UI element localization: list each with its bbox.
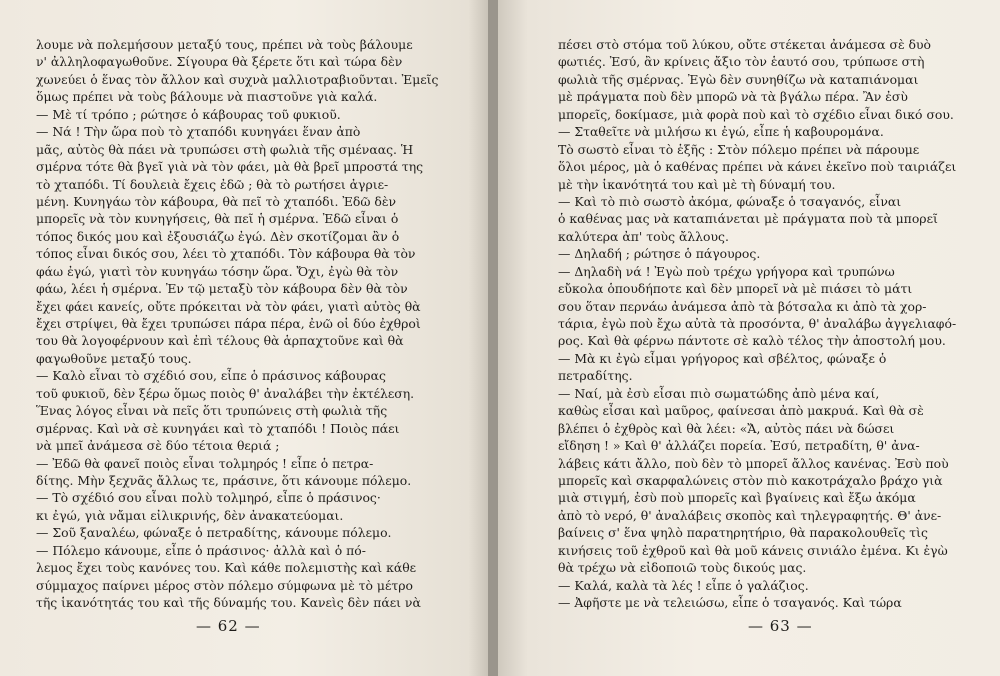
text-line: μὲ πράγματα ποὺ δὲν μπορῶ νὰ τὰ βγάλω πέρα. Ἂν ἐσὺ — [558, 89, 908, 105]
text-line: λουμε νὰ πολεμήσουν μεταξύ τους, πρέπει νὰ τοὺς βάλουμε — [36, 37, 413, 52]
text-line: θὰ τρέχω νὰ εἰδοποιῶ τοὺς δικούς μας. — [558, 560, 807, 576]
text-line: — Ἐδῶ θὰ φανεῖ ποιὸς εἶναι τολμηρός ! εἶπε ὁ πετρα- — [36, 455, 374, 471]
text-line: πέσει στὸ στόμα τοῦ λύκου, οὔτε στέκεται ἀνάμεσα σὲ δυὸ — [558, 37, 931, 52]
text-line: Ἕνας λόγος εἶναι νὰ πεῖς ὅτι τρυπώνεις στὴ φωλιὰ τῆς — [36, 403, 388, 419]
text-line: Τὸ σωστὸ εἶναι τὸ ἑξῆς : Στὸν πόλεμο πρέπει νὰ πάρουμε — [558, 141, 920, 157]
text-line: — Νά ! Τὴν ὥρα ποὺ τὸ χταπόδι κυνηγάει ἕναν ἀπὸ — [36, 124, 361, 140]
text-line: φωλιὰ τῆς σμέρνας. Ἐγὼ δὲν συνηθίζω νὰ καταπιάνομαι — [558, 71, 919, 87]
text-line: — Πόλεμο κάνουμε, εἶπε ὁ πράσινος· ἀλλὰ καὶ ὁ πό- — [36, 542, 366, 558]
text-line: φάω, λέει ἡ σμέρνα. Ἐν τῷ μεταξὺ τὸν κάβουρα δὲν θὰ τὸν — [36, 281, 408, 297]
text-line: εἴδηση ! » Καὶ θ' ἀλλάζει πορεία. Ἐσύ, πετραδίτη, θ' ἀνα- — [558, 438, 920, 454]
right-page — [498, 0, 1000, 676]
left-page — [0, 0, 488, 676]
text-line: νὰ μπεῖ ἀνάμεσα σὲ δύο τέτοια θεριά ; — [36, 438, 280, 454]
text-line: — Τὸ σχέδιό σου εἶναι πολὺ τολμηρό, εἶπε ὁ πράσινος· — [36, 490, 381, 506]
text-line: σμέρνα τότε θὰ βγεῖ γιὰ νὰ τὸν φάει, μὰ θὰ βρεῖ μπροστά της — [36, 159, 424, 175]
right-page-number: — 63 — — [748, 617, 813, 635]
text-line: — Σταθεῖτε νὰ μιλήσω κι ἐγώ, εἶπε ἡ καβουρομάνα. — [558, 124, 884, 140]
text-line: ἔχει φάει κανείς, οὔτε πρόκειται νὰ τὸν φάει, γιατὶ αὐτὸς θὰ — [36, 298, 421, 314]
text-line: πετραδίτης. — [558, 368, 633, 384]
text-line: μένη. Κυνηγάω τὸν κάβουρα, θὰ πεῖ τὸ χταπόδι. Ἐδῶ δὲν — [36, 193, 397, 209]
text-line: — Ἀφῆστε με νὰ τελειώσω, εἶπε ὁ τσαγανός. Καὶ τώρα — [558, 595, 902, 610]
text-line: τοῦ φυκιοῦ, δὲν ξέρω ὅμως ποιὸς θ' ἀναλάβει τὴν ἐκτέλεση. — [36, 385, 415, 401]
text-line: ὅλοι μέρος, μὰ ὁ καθένας πρέπει νὰ κάνει ἐκεῖνο ποὺ ταιριάζει — [558, 159, 957, 175]
text-line: φωτιές. Ἐσύ, ἂν κρίνεις ἄξιο τὸν ἑαυτό σου, τρύπωσε στὴ — [558, 54, 925, 70]
text-line: ἔχει στρίψει, θὰ ἔχει τρυπώσει πάρα πέρα, ἐνῶ οἱ δύο ἐχθροὶ — [36, 316, 421, 331]
text-line: καλύτερα ἀπ' τοὺς ἄλλους. — [558, 228, 729, 244]
text-line: χωνεύει ὁ ἕνας τὸν ἄλλον καὶ συχνὰ μαλλιοτραβιοῦνται. Ἐμεῖς — [36, 71, 439, 87]
text-line: του θὰ λογοφέρνουν καὶ ἐπὶ τέλους θὰ ἁρπαχτοῦνε καὶ θὰ — [36, 333, 404, 349]
text-line: μπορεῖς νὰ τὸν κυνηγήσεις, θὰ πεῖ ἡ σμέρνα. Ἐδῶ εἶναι ὁ — [36, 211, 399, 227]
text-line: ἀπὸ τὸ νερό, θ' ἀναλάβεις σκοπὸς καὶ τηλεγραφητής. Θ' ἀνε- — [558, 507, 942, 523]
text-line: ν' ἀλληλοφαγωθοῦνε. Σίγουρα θὰ ξέρετε ὅτι καὶ τώρα δὲν — [36, 54, 403, 70]
text-line: — Μὰ κι ἐγὼ εἶμαι γρήγορος καὶ σβέλτος, φώναξε ὁ — [558, 350, 887, 366]
text-line: τὸ χταπόδι. Τί δουλειὰ ἔχεις ἐδῶ ; θὰ τὸ ρωτήσει ἀγριε- — [36, 176, 389, 192]
text-line: φάω ἐγώ, γιατὶ τὸν κυνηγάω τόσην ὥρα. Ὄχι, ἐγὼ θὰ τὸν — [36, 263, 399, 279]
text-line: τόπος εἶναι δικός σου, λέει τὸ χταπόδι. Τὸν κάβουρα θὰ τὸν — [36, 246, 416, 262]
right-page-text — [558, 36, 968, 611]
book-gutter — [488, 0, 498, 676]
text-line: δίτης. Μὴν ξεχνᾶς ἄλλως τε, πράσινε, ὅτι κάνουμε πόλεμο. — [36, 472, 412, 488]
text-line: ρος. Καὶ θὰ φέρνω πάντοτε σὲ καλὸ τέλος τὴν ἀποστολή μου. — [558, 333, 946, 349]
text-line: — Καλὸ εἶναι τὸ σχέδιό σου, εἶπε ὁ πράσινος κάβουρας — [36, 368, 386, 384]
text-line: βαίνεις σ' ἕνα ψηλὸ παρατηρητήριο, θὰ παρακολουθεῖς τὶς — [558, 525, 928, 541]
left-page-number: — 62 — — [196, 617, 261, 635]
text-line: — Καλά, καλὰ τὰ λές ! εἶπε ὁ γαλάζιος. — [558, 577, 809, 593]
text-line: κι ἐγώ, γιὰ νἄμαι εἰλικρινής, δὲν ἀνακατεύομαι. — [36, 507, 344, 523]
text-line: — Ναί, μὰ ἐσὺ εἶσαι πιὸ σωματώδης ἀπὸ μένα καί, — [558, 385, 880, 401]
text-line: μιὰ στιγμή, ἐσὺ ποὺ μπορεῖς καὶ βγαίνεις καὶ ἔξω ἀκόμα — [558, 490, 916, 506]
text-line: φαγωθοῦνε μεταξύ τους. — [36, 350, 192, 366]
text-line: μπορεῖς, δοκίμασε, μιὰ φορὰ ποὺ καὶ τὸ σχέδιο εἶναι δικό σου. — [558, 106, 954, 122]
text-line: — Σοῦ ξαναλέω, φώναξε ὁ πετραδίτης, κάνουμε πόλεμο. — [36, 525, 392, 541]
text-line: — Καὶ τὸ πιὸ σωστὸ ἀκόμα, φώναξε ὁ τσαγανός, εἶναι — [558, 193, 902, 209]
text-line: σμέρνας. Καὶ νὰ σὲ κυνηγάει καὶ τὸ χταπόδι ! Ποιὸς πάει — [36, 420, 400, 436]
text-line: — Δηλαδή ; ρώτησε ὁ πάγουρος. — [558, 246, 761, 262]
text-line: κινήσεις τοῦ ἐχθροῦ καὶ θὰ μοῦ κάνεις σινιάλο ἐμένα. Κι ἐγὼ — [558, 542, 948, 558]
text-line: λάβεις κάτι ἄλλο, ποὺ δὲν τὸ μπορεῖ ἄλλος κανένας. Ἐσὺ ποὺ — [558, 455, 949, 471]
text-line: τόπος δικός μου καὶ ἐξουσιάζω ἐγώ. Δὲν σκοτίζομαι ἂν ὁ — [36, 228, 400, 244]
text-line: ὁ καθένας μας νὰ καταπιάνεται μὲ πράγματα ποὺ τὰ μπορεῖ — [558, 211, 938, 227]
text-line: καθὼς εἶσαι καὶ μαῦρος, φαίνεσαι ἀπὸ μακρυά. Καὶ θὰ σὲ — [558, 403, 924, 419]
text-line: βλέπει ὁ ἐχθρὸς καὶ θὰ λέει: «Ἄ, αὐτὸς πάει νὰ δώσει — [558, 420, 895, 436]
left-page-text — [36, 36, 454, 611]
text-line: — Δηλαδὴ νά ! Ἐγὼ ποὺ τρέχω γρήγορα καὶ τρυπώνω — [558, 263, 895, 279]
text-line: μᾶς, αὐτὸς θὰ πάει νὰ τρυπώσει στὴ φωλιὰ τῆς σμέναας. Ἡ — [36, 141, 414, 157]
text-line: σύμμαχος παίρνει μέρος στὸν πόλεμο σύμφωνα μὲ τὸ μέτρο — [36, 577, 414, 593]
text-line: σου ὅταν περνάω ἀνάμεσα ἀπὸ τὰ βότσαλα κι ἀπὸ τὰ χορ- — [558, 298, 927, 314]
text-line: μπορεῖς καὶ σκαρφαλώνεις στὸν πιὸ κακοτράχαλο βράχο γιὰ — [558, 472, 943, 488]
text-line: — Μὲ τί τρόπο ; ρώτησε ὁ κάβουρας τοῦ φυκιοῦ. — [36, 106, 341, 122]
text-line: ὅμως πρέπει νὰ τοὺς βάλουμε νὰ πιαστοῦνε γιὰ καλά. — [36, 89, 378, 105]
text-line: εὔκολα ὁπουδήποτε καὶ δὲν μπορεῖ νὰ μὲ πιάσει τὸ μάτι — [558, 281, 913, 297]
text-line: τάρια, ἐγὼ ποὺ ἔχω αὐτὰ τὰ προσόντα, θ' ἀναλάβω ἀγγελιαφό- — [558, 316, 957, 331]
text-line: τῆς ἱκανότητάς του καὶ τῆς δύναμής του. Κανεὶς δὲν πάει νὰ — [36, 595, 421, 610]
text-line: μὲ τὴν ἱκανότητά του καὶ μὲ τὴ δύναμή του. — [558, 176, 836, 192]
text-line: λεμος ἔχει τοὺς κανόνες του. Καὶ κάθε πολεμιστὴς καὶ κάθε — [36, 560, 417, 576]
